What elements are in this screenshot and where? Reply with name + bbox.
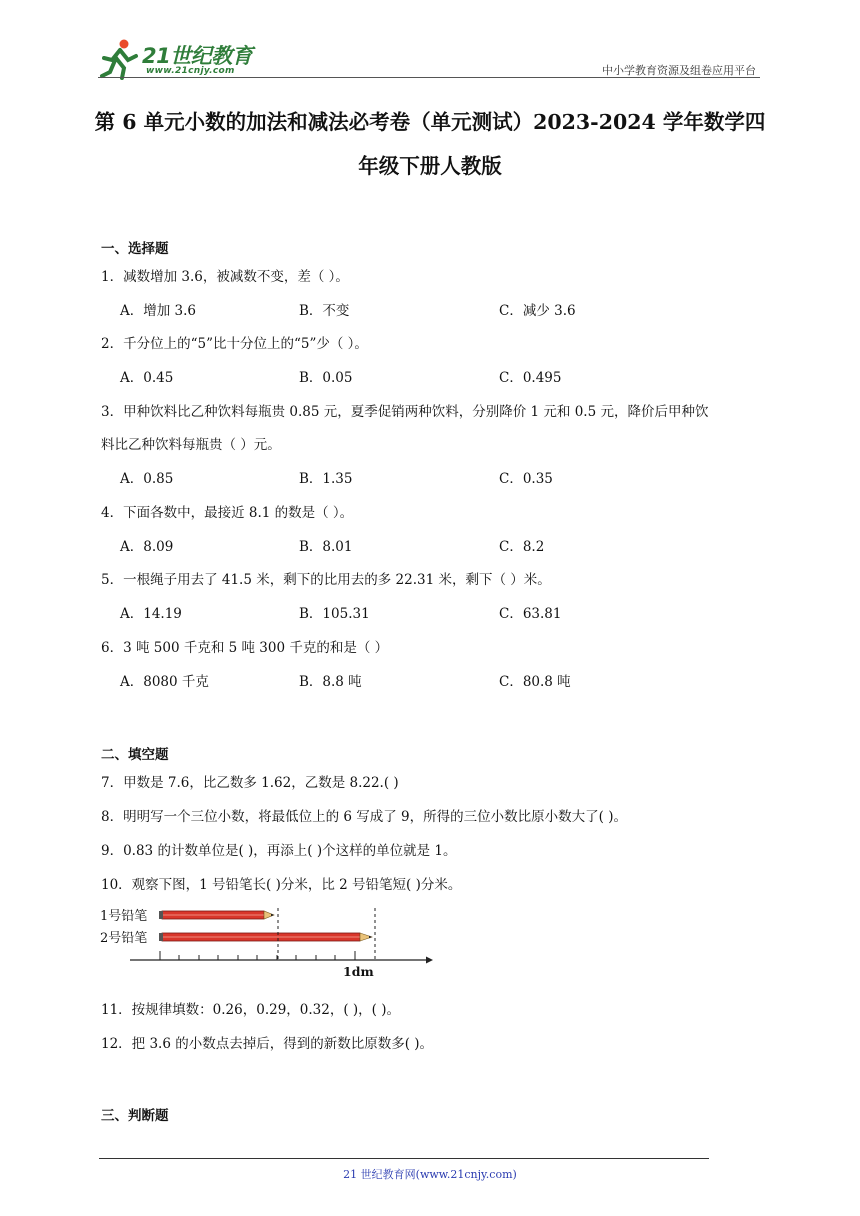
logo-url: www.21cnjy.com [146,66,235,76]
question-2-option-c: C．0.495 [499,370,562,386]
question-4: 4．下面各数中，最接近 8.1 的数是（ ）。 [101,505,354,521]
pencil-1 [159,911,274,919]
header-platform-text: 中小学教育资源及组卷应用平台 [602,64,756,77]
section-heading-judgement: 三、判断题 [101,1108,169,1124]
question-5-option-a: A．14.19 [120,606,182,622]
question-6-option-c: C．80.8 吨 [499,674,571,690]
footer-link[interactable]: 21 世纪教育网(www.21cnjy.com) [343,1168,517,1181]
question-5-option-b: B．105.31 [299,606,370,622]
question-1: 1．减数增加 3.6，被减数不变，差（ ）。 [101,269,349,285]
question-4-option-c: C．8.2 [499,539,545,555]
question-8: 8．明明写一个三位小数，将最低位上的 6 写成了 9，所得的三位小数比原小数大了( )。 [101,809,627,825]
question-6-option-b: B．8.8 吨 [299,674,362,690]
question-12: 12．把 3.6 的小数点去掉后，得到的新数比原数多( )。 [101,1036,434,1052]
arrow-right-icon [426,957,433,964]
section-heading-choice: 一、选择题 [101,241,169,257]
page-title-line-2: 年级下册人教版 [358,154,502,178]
question-1-option-c: C．减少 3.6 [499,303,576,319]
question-3-line-2: 料比乙种饮料每瓶贵（ ）元。 [101,437,281,453]
question-5-option-c: C．63.81 [499,606,562,622]
ruler-ticks [160,951,355,960]
question-1-option-a: A．增加 3.6 [120,303,197,319]
question-3-line-1: 3．甲种饮料比乙种饮料每瓶贵 0.85 元，夏季促销两种饮料，分别降价 1 元和 0.5 元，降价后甲种饮 [101,404,709,420]
question-9: 9．0.83 的计数单位是( )，再添上( )个这样的单位就是 1。 [101,843,457,859]
footer-divider [99,1158,709,1159]
question-3-option-a: A．0.85 [120,471,174,487]
header-divider [98,77,760,78]
question-2-option-b: B．0.05 [299,370,353,386]
question-11: 11．按规律填数：0.26，0.29，0.32，( )，( )。 [101,1002,401,1018]
question-2: 2．千分位上的“5”比十分位上的“5”少（ ）。 [101,336,368,352]
question-3-option-b: B．1.35 [299,471,353,487]
question-10: 10．观察下图，1 号铅笔长( )分米，比 2 号铅笔短( )分米。 [101,877,462,893]
page-title-line-1: 第 6 单元小数的加法和减法必考卷（单元测试）2023-2024 学年数学四 [94,110,766,134]
question-4-option-b: B．8.01 [299,539,353,555]
pencil-2 [159,933,372,941]
question-6-option-a: A．8080 千克 [120,674,209,690]
question-2-option-a: A．0.45 [120,370,174,386]
question-1-option-b: B．不变 [299,303,350,319]
question-7: 7．甲数是 7.6，比乙数多 1.62，乙数是 8.22.( ) [101,775,399,791]
question-6: 6．3 吨 500 千克和 5 吨 300 千克的和是（ ） [101,640,389,656]
question-4-option-a: A．8.09 [120,539,174,555]
section-heading-fill-blank: 二、填空题 [101,747,169,763]
running-figure-icon [98,38,142,80]
question-3-option-c: C．0.35 [499,471,553,487]
axis-unit-label: 1dm [343,964,374,979]
pencil-1-label: 1号铅笔 [100,909,148,924]
logo-text: 21世纪教育 [142,44,253,68]
question-5: 5．一根绳子用去了 41.5 米，剩下的比用去的多 22.31 米，剩下（ ）米。 [101,572,551,588]
pencil-ruler-figure [96,902,441,986]
pencil-2-label: 2号铅笔 [100,931,148,946]
